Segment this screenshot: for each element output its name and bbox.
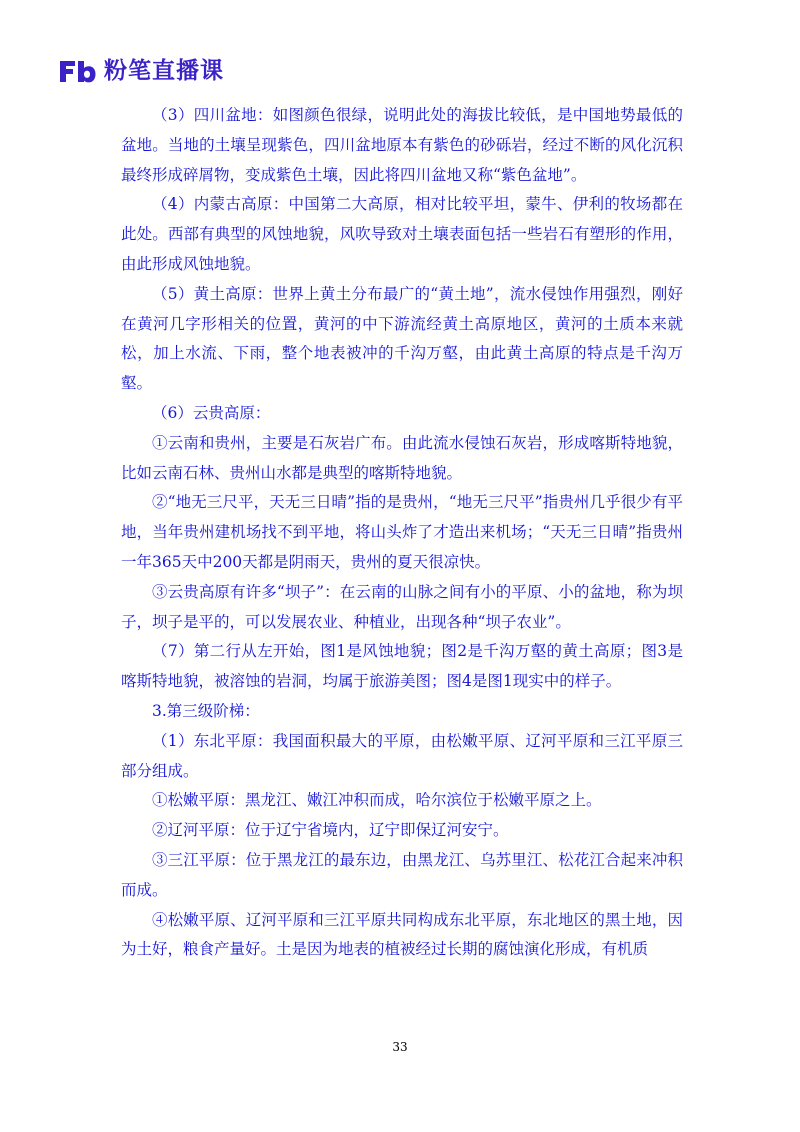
paragraph-bazi: ③云贵高原有许多“坝子”：在云南的山脉之间有小的平原、小的盆地，称为坝子，坝子是平的，可以发展农业、种植业，出现各种“坝子农业”。 bbox=[121, 582, 683, 631]
paragraph-songnen-plain: ①松嫩平原：黑龙江、嫩江冲积而成，哈尔滨位于松嫩平原之上。 bbox=[152, 791, 602, 810]
section-heading-third-step: 3.第三级阶梯： bbox=[152, 701, 260, 720]
page-number: 33 bbox=[392, 1040, 408, 1054]
paragraph-sichuan-basin: （3）四川盆地：如图颜色很绿，说明此处的海拔比较低，是中国地势最低的盆地。当地的土壤呈现紫色，四川盆地原本有紫色的砂砾岩，经过不断的风化沉积最终形成碎屑物，变成紫色土壤，因此将四川盆地又称“紫色盆地”。 bbox=[121, 106, 683, 184]
paragraph-guizhou-saying: ②“地无三尺平，天无三日晴”指的是贵州，“地无三尺平”指贵州几乎很少有平地，当年贵州建机场找不到平地，将山头炸了才造出来机场；“天无三日晴”指贵州一年365天中200天都是阴雨天，贵州的夏天很凉快。 bbox=[121, 493, 683, 571]
paragraph-yungui-karst: ①云南和贵州，主要是石灰岩广布。由此流水侵蚀石灰岩，形成喀斯特地貌，比如云南石林、贵州山水都是典型的喀斯特地貌。 bbox=[121, 433, 683, 482]
brand-name: 粉笔直播课 bbox=[104, 58, 224, 84]
paragraph-yungui-plateau-heading: （6）云贵高原： bbox=[152, 403, 271, 422]
fb-logo-icon bbox=[58, 58, 96, 84]
paragraph-loess-plateau: （5）黄土高原：世界上黄土分布最广的“黄土地”，流水侵蚀作用强烈，刚好在黄河几字形相关的位置，黄河的中下游流经黄土高原地区，黄河的土质本来就松，加上水流、下雨，整个地表被冲的千沟万壑，由此黄土高原的特点是千沟万壑。 bbox=[121, 284, 683, 393]
paragraph-sanjiang-plain: ③三江平原：位于黑龙江的最东边，由黑龙江、乌苏里江、松花江合起来冲积而成。 bbox=[121, 850, 683, 899]
paragraph-northeast-plain: （1）东北平原：我国面积最大的平原，由松嫩平原、辽河平原和三江平原三部分组成。 bbox=[121, 731, 683, 780]
paragraph-inner-mongolia-plateau: （4）内蒙古高原：中国第二大高原，相对比较平坦，蒙牛、伊利的牧场都在此处。西部有典型的风蚀地貌，风吹导致对土壤表面包括一些岩石有塑形的作用，由此形成风蚀地貌。 bbox=[121, 195, 683, 273]
paragraph-liaohe-plain: ②辽河平原：位于辽宁省境内，辽宁即保辽河安宁。 bbox=[152, 821, 509, 840]
paragraph-black-soil: ④松嫩平原、辽河平原和三江平原共同构成东北平原，东北地区的黑土地，因为土好，粮食产量好。土是因为地表的植被经过长期的腐蚀演化形成，有机质 bbox=[121, 910, 683, 959]
document-body bbox=[121, 101, 683, 965]
paragraph-image-notes: （7）第二行从左开始，图1是风蚀地貌；图2是千沟万壑的黄土高原；图3是喀斯特地貌，被溶蚀的岩洞，均属于旅游美图；图4是图1现实中的样子。 bbox=[121, 642, 683, 691]
brand-logo bbox=[58, 56, 224, 86]
